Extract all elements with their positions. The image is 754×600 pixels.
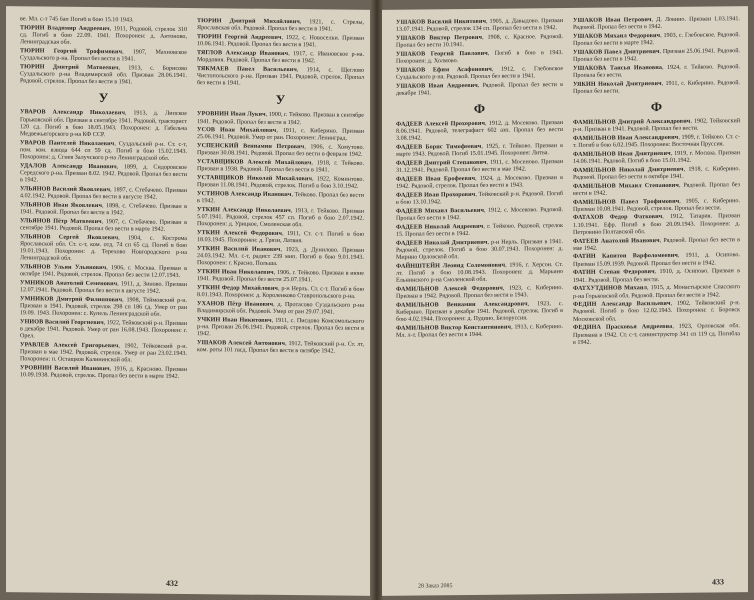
- memorial-entry: ФАТИН Степан Федорович, 1910, д. Осипово. Призван в 1941. Рядовой. Пропал без вести.: [573, 268, 740, 284]
- entry-name: УШАКОВ Иван Андреевич: [396, 82, 478, 90]
- memorial-entry: УШАКОВА Таисья Ивановна, 1924, г. Тейково. Рядовой. Пропала без вести.: [573, 63, 740, 79]
- entry-text: 1913, с. Киберино. Мл. л-т. Пропал без вести в 1944.: [396, 323, 563, 339]
- memorial-entry: ТЯГЛОВ Александр Иванович, 1917, с. Ивановское р-на. Мордовия. Рядовой. Пропал без вести в 1942.: [197, 49, 364, 65]
- entry-name: УВАРОВ Пантелей Николаевич: [20, 139, 115, 147]
- memorial-entry: ФАТХУТДИНОВ Михаил, 1915, д. Монастырское Спасского р-на Горьковской обл. Рядовой. Пропал без вести в 1942.: [573, 284, 740, 300]
- entry-text: 1911, Родовой, стрелок 310 сд. Погиб в бою 22.09. 1941. Похоронен: д. Антоново, Ленинградская обл.: [20, 25, 187, 46]
- entry-text: Рядовой. Пропал без вести в 1942.: [573, 181, 740, 197]
- entry-name: УЛЬЯНОВ Сергей Яковлевич: [20, 233, 119, 241]
- print-footer: 28 Заказ 2085: [418, 583, 453, 590]
- entry-text: 1912, с. Глебовское Суздальского р-на. Рядовой. Пропал без вести в 1941.: [396, 65, 563, 81]
- memorial-entry: УШАКОВ Павел Дмитриевич, Призван 25.06.1941. Рядовой. Пропал без вести в 1942.: [573, 47, 740, 63]
- entry-text: ве. Мл. с-т 745 бап Погиб в бою 15.10 1943.: [20, 16, 134, 24]
- entry-text: р-н Нерль. Призван в 1941. Рядовой, стрелок. Погиб в бою 30.07.1943. Похоронен: д. Мирино Орловской обл.: [396, 238, 563, 261]
- memorial-entry: УМНИКОВ Дмитрий Филиппович, 1908, Теймовский р-н. Призван в 1941. Рядовой, стрелок 298 сп 186 сд. Умер от ран 19.09. 1943. Похоронен: с. Купель Ленинградской обл.: [20, 295, 187, 318]
- entry-text: 1910, д. Осипово. Призван в 1941. Рядовой. Пропал без вести.: [573, 268, 740, 284]
- entry-name: ФАМИЛЬНОВ Вениамин Александрович: [396, 301, 528, 309]
- section-letter: У: [98, 90, 109, 106]
- entry-text: Погиб в бою в 1943. Похоронен: д. Холмово.: [396, 49, 563, 65]
- entry-name: ФАДЕЕВ Дмитрий Степанович: [396, 159, 487, 167]
- memorial-entry: ФАМИЛЬНОВ Виктор Константинович, 1913, с. Киберино. Мл. л-т. Пропал без вести в 1944.: [396, 323, 563, 339]
- memorial-entry: ФАМИЛЬНОВ Михаил Степанович, Рядовой. Пропал без вести в 1942.: [573, 181, 740, 197]
- section-letter: У: [275, 92, 286, 108]
- memorial-entry: УСТАВЩИКОВ Алексей Михайлович, 1918, г. Тейково. Призван в 1938. Рядовой. Пропал без вести в 1941.: [197, 159, 364, 174]
- entry-name: ТЮРИН Владимир Андреевич: [20, 24, 110, 32]
- memorial-entry: УРОВНИН Иван Лукич, 1900, г. Тейково. Призван в сентябре 1941. Рядовой. Пропал без вести в 1942.: [197, 111, 364, 126]
- memorial-entry: ТЮРИН Владимир Андреевич, 1911, Родовой, стрелок 310 сд. Погиб в бою 22.09. 1941. Похоронен: д. Антоново, Ленинградская обл.: [20, 24, 187, 46]
- memorial-entry: ФЕДИН Александр Васильевич, 1902, Тейковский р-н. Рядовой. Погиб в бою 12.02.1943. Похоронен: г. Боровск Московской обл.: [573, 300, 740, 323]
- entry-text: 1905, д. Давыдово. Призван 13.07.1941. Рядовой, стрелок 134 сп. Пропал без вести в 1942.: [396, 18, 563, 33]
- entry-name: ФАДЕЕВ Алексей Прохорович: [396, 120, 486, 128]
- memorial-entry: ФАМИЛЬНОВ Иван Александрович, 1909, г. Тейково. Ст. с-т. Погиб в бою 6.02.1945. Похоронен: Восточная Пруссия.: [573, 134, 740, 150]
- entry-name: УМНИКОВ Дмитрий Филиппович: [20, 295, 123, 304]
- memorial-entry: УСПЕНСКИЙ Вениамин Петрович, 1906, с. Хомутово. Призван 30.08.1941. Рядовой. Пропал без вести в феврале 1942.: [197, 143, 364, 159]
- memorial-entry: УСТИНОВ Александр Иванович, Тейково. Пропал без вести в 1942.: [197, 190, 364, 205]
- memorial-entry: УДАЛОВ Александр Иванович, 1899, д. Сидоровское Середского р-на. Призван 8.02. 1942. Рядовой. Пропал без вести в 1942.: [20, 162, 187, 184]
- memorial-entry: УСТАВЩИКОВ Николай Михайлович, 1922, Коминтово. Призван 11.08.1941. Рядовой, стрелок. Погиб в бою 3.10.1942.: [197, 175, 364, 190]
- memorial-entry: УШАКОВ Иван Петрович, Д. Ловино. Призван 1.03.1941. Рядовой. Пропал без вести в 1942.: [573, 16, 740, 32]
- memorial-entry: УЛЬЯНОВ Иван Яковлевич, 1898, с. Стебачево. Призван в 1941. Рядовой. Пропал без вести в 1942.: [20, 201, 187, 217]
- entry-text: Призван 25.06.1941. Рядовой. Пропал без вести в 1942.: [573, 47, 740, 63]
- entry-text: 1912, с. Мосеково. Рядовой. Пропал без вести в 1942.: [396, 206, 563, 222]
- entry-text: Рядовой. Пропал без вести в декабре 1941.: [396, 81, 563, 97]
- memorial-entry: ТЮРИН Георгий Андреевич, 1922, с. Новоселки. Призван 10.06.1941. Рядовой. Пропал без вести в 1941.: [197, 33, 364, 49]
- entry-name: УТКИН Алексей Федорович: [197, 229, 283, 237]
- entry-text: г. Тейково. Рядовой, стрелок 15. Пропал без вести в 1942.: [396, 222, 563, 238]
- memorial-entry: УШАКОВ Василий Никитович, 1905, д. Давыдово. Призван 13.07.1941. Рядовой, стрелок 134 сп. Пропал без вести в 1942.: [396, 18, 563, 33]
- entry-text: Рядовой. Пропал без вести в мае 1942.: [573, 236, 740, 252]
- entry-name: УСТАВЩИКОВ Алексей Михайлович: [197, 159, 312, 167]
- entry-name: ФАДЕЕВ Борис Тимофеевич: [396, 144, 482, 151]
- memorial-entry: ФАМИЛЬНОВ Алексей Федорович, 1923, с. Киберино. Призван в 1942. Рядовой. Пропал без вести в 1943.: [396, 284, 563, 300]
- entry-text: 1915, д. Монастырское Спасского р-на Горьковской обл. Рядовой. Пропал без вести в 1942.: [573, 284, 740, 300]
- memorial-entry: ФАДЕЕВ Дмитрий Степанович, 1911, с. Мосеново. Призван 31.12.1941. Рядовой. Пропал без вести в мае 1942.: [396, 159, 563, 175]
- entry-text: 1899, д. Сидоровское Середского р-на. Призван 8.02. 1942. Рядовой. Пропал без вести в 1942.: [20, 164, 187, 184]
- memorial-entry: ФАТИН Капитон Варфоломеевич, 1911, д. Осипово. Призван 15.09.1939. Рядовой. Пропал без вести в 1942.: [573, 252, 740, 268]
- memorial-entry: ФЕДИНА Прасковья Андреевна, 1923, Орловская обл. Призвана в 1942. Ст. с-т, санинструктор 341 сп 119 сд. Погибла в 1942.: [573, 323, 740, 346]
- entry-name: УШАКОВА Таисья Ивановна: [573, 64, 663, 72]
- memorial-entry: ФАДЕЕВ Михаил Васильевич, 1912, с. Мосеково. Рядовой. Пропал без вести в 1942.: [396, 206, 563, 222]
- entry-name: ФАДЕЕВ Иван Ерофеевич: [396, 175, 476, 183]
- entry-name: УТКИН Иван Николаевич: [197, 268, 274, 276]
- memorial-entry: УЛЬЯНОВ Василий Яковлевич, 1897, с. Стебачево. Призван 4.02.1942. Рядовой. Пропал без вести в августе 1942.: [20, 186, 187, 201]
- entry-text: 1922, с. Новоселки. Призван 10.06.1941. Рядовой. Пропал без вести в 1941.: [197, 34, 364, 49]
- entry-name: УШАКОВ Ефим Асафонович: [396, 66, 492, 74]
- entry-name: УТКИН Александр Николаевич: [197, 206, 291, 214]
- entry-name: ФАМИЛЬНОВ Иван Дмитриевич: [573, 150, 671, 158]
- memorial-entry: ФАМИЛЬНОВ Павел Трофимович, 1905, с. Киберино. Призван 10.08.1941. Рядовой, стрелок. Пропал без вести.: [573, 197, 740, 213]
- memorial-entry: ФАМИЛЬНОВ Вениамин Александрович, 1923, с. Киберино. Призван в декабре 1941. Рядовой, стрелок. Погиб в бою 4.02.1944. Похоронен: д. Пудино, Белоруссия.: [396, 300, 563, 323]
- entry-text: 1916, г. Херсон. Ст. лт. Погиб в бою 10.08.1943. Похоронен: д. Марьино Ельнинского р-на Смоленской обл.: [396, 261, 563, 284]
- memorial-entry: ФАДЕЕВ Николай Андреевич, г. Тейково. Рядовой, стрелок 15. Пропал без вести в 1942.: [396, 222, 563, 238]
- entry-name: ФАТЕЕВ Анатолий Иванович: [573, 237, 660, 245]
- entry-text: 1912, Тейковский р-н. Ст. лт, ком. роты 101 гвсд. Пропал без вести в октябре 1942.: [197, 340, 364, 355]
- entry-text: Тейковский р-н. Рядовой. Погиб в бою 13.10.1942.: [396, 190, 563, 206]
- entry-name: УСОВ Иван Михайлович: [197, 127, 277, 135]
- memorial-entry: ФАДЕЕВ Иван Прохорович, Тейковский р-н. Рядовой. Погиб в бою 13.10.1942.: [396, 190, 563, 206]
- memorial-entry: ФАТАХОВ Федор Фаткович, 1912, Татария. Призван 1.10.1941. Ефр. Погиб в бою 20.09.1943. Похоронен: д. Петровино Полтавской обл.: [573, 213, 740, 236]
- right-page: [382, 6, 748, 596]
- memorial-entry: УТКИН Александр Николаевич, 1913, г. Тейково. Призван 5.07.1941. Рядовой, стрелок 457 сп. Погиб в бою 2.07.1942. Похоронен: д. Урицкое, Смоленская обл.: [197, 206, 364, 229]
- memorial-entry: ФАДЕЕВ Николай Дмитриевич, р-н Нерль. Призван в 1941. Рядовой, стрелок. Погиб в бою 30.07.1943. Похоронен: д. Мирино Орловской обл.: [396, 238, 563, 261]
- memorial-entry: УЧКИН Иван Никитович, 1911, с. Писцово Комсомольского р-на. Призван 26.06.1941. Рядовой, стрелок. Пропал без вести в 1942.: [197, 316, 364, 338]
- memorial-entry: ФАДЕЕВ Борис Тимофеевич, 1925, г. Тейково. Призван в марте 1943. Рядовой. Погиб 15.01.1945. Похоронен: Литва.: [396, 143, 563, 159]
- entry-text: 1911, с. Мосеново. Призван 31.12.1941. Рядовой. Пропал без вести в мае 1942.: [396, 159, 563, 175]
- entry-text: 1911, с. Писцово Комсомольского р-на. Призван 26.06.1941. Рядовой, стрелок. Пропал без вести в 1942.: [197, 317, 364, 338]
- entry-text: 1906, г. Тейково. Призван в июне 1941. Рядовой. Пропал без вести 25.07.1941.: [197, 269, 364, 284]
- entry-name: ФАДЕЕВ Николай Дмитриевич: [396, 239, 488, 247]
- entry-text: 1907, Махновское Суздальского р-на. Пропал без вести в 1941.: [20, 49, 187, 63]
- memorial-entry: УСОВ Иван Михайлович, 1911, с. Киберино. Призван 25.06.1941. Рядовой. Умер от ран. Похоронен: Ленинград.: [197, 127, 364, 143]
- memorial-entry: [20, 16, 187, 25]
- entry-text: 1914, с. Щеглово Чистопольского р-на. Призван 1941. Рядовой, стрелок. Пропал без вести в 1941.: [197, 66, 364, 87]
- entry-name: УЛЬЯНОВ Ульян Ульянович: [20, 264, 107, 272]
- entry-name: УЯКИН Николай Дмитриевич: [573, 80, 662, 88]
- entry-text: 1903, с. Глебовское. Рядовой. Пропал без вести в марте 1942.: [573, 32, 740, 48]
- entry-name: ТЮРИН Георгий Трофимович: [20, 48, 123, 56]
- entry-text: 1902, Тейковский р-н. Рядовой. Погиб в бою 12.02.1943. Похоронен: г. Боровск Московской обл.: [573, 300, 740, 323]
- entry-text: 1898, с. Стебачево. Призван в 1941. Рядовой. Пропал без вести в 1942.: [20, 202, 187, 217]
- entry-text: 1923, д. Дунилово. Призван 24.03.1942. Мл. с-т, радист 239 мнп. Погиб в бою 9.01.1943. Похоронен: г. Красно, Польша.: [197, 246, 364, 268]
- entry-name: ТЯКМАЕВ Павел Васильевич: [197, 65, 297, 73]
- memorial-entry: УШАКОВ Ефим Асафонович, 1912, с. Глебовское Суздальского р-на. Рядовой. Пропал без вести в 1941.: [396, 65, 563, 81]
- entry-text: 1911, д. Осипово. Призван 15.09.1939. Рядовой. Пропал без вести в 1942.: [573, 252, 740, 268]
- entry-name: УШАКОВ Виктор Петрович: [396, 34, 483, 42]
- entry-name: УРОВНИН Василий Иванович: [20, 365, 110, 373]
- entry-name: УДАЛОВ Александр Иванович: [20, 162, 117, 170]
- entry-text: 1923, с. Киберино. Призван в 1942. Рядовой. Пропал без вести в 1943.: [396, 284, 563, 300]
- entry-name: ФАТИН Капитон Варфоломеевич: [573, 253, 678, 261]
- memorial-entry: УНИОВ Василий Георгиевич, 1922, Тейковский р-н. Призван в декабре 1941. Рядовой. Умер от ран 16.08.1943. Похоронен: г. Орел.: [20, 319, 187, 340]
- memorial-entry: УВАРОВ Пантелей Николаевич, Суздальский р-н. Ст. с-т, пом. ком. взвода 644 сп 59 сд. Погиб в бою 15.02.1943. Похоронен: д. Сгнев Залучского р-на Ленинградской обл.: [20, 139, 187, 162]
- memorial-entry: УРОВНИН Василий Иванович, 1916, д. Красново. Призван 10.09.1938. Рядовой, стрелок. Пропал без вести в марте 1942.: [20, 365, 187, 381]
- entry-name: ФАДЕЕВ Михаил Васильевич: [396, 207, 485, 215]
- memorial-entry: УЛЬЯНОВ Ульян Ульянович, 1906, г. Москва. Призван в октябре 1941. Рядовой, стрелок. Пропал без вести 12.07.1943.: [20, 264, 187, 280]
- entry-name: ФАТХУТДИНОВ Михаил: [573, 285, 647, 293]
- entry-name: ТЮРИН Дмитрий Матвеевич: [20, 63, 119, 71]
- entry-name: ФЕДИН Александр Васильевич: [573, 301, 671, 309]
- entry-text: 1917, с. Ивановское р-на. Мордовия. Рядовой. Пропал без вести в 1942.: [197, 50, 364, 65]
- right-col-2: [573, 16, 740, 572]
- left-page-number: 432: [166, 578, 178, 588]
- entry-text: Д. Ловино. Призван 1.03.1941. Рядовой. Пропал без вести в 1942.: [573, 16, 740, 32]
- entry-text: 1919, г. Москва. Призван 14.06.1941. Рядовой. Погиб в бою 15.01.1942.: [573, 150, 740, 165]
- entry-name: ФАДЕЕВ Иван Прохорович: [396, 191, 476, 199]
- entry-text: д. Протасово Суздальского р-на Владимирской обл. Рядовой. Умер от ран 29.07.1941.: [197, 301, 364, 316]
- entry-text: 1908, Теймовский р-н. Призван в 1941. Рядовой, стрелок 298 сп 186 сд. Умер от ран 19.09. 1943. Похоронен: с. Купель Ленинградской обл.: [20, 297, 187, 318]
- memorial-entry: УТКИН Иван Николаевич, 1906, г. Тейково. Призван в июне 1941. Рядовой. Пропал без вести 25.07.1941.: [197, 268, 364, 284]
- memorial-entry: УЯКИН Николай Дмитриевич, 1911, с. Киберино. Рядовой. Пропал без вести.: [573, 79, 740, 95]
- entry-name: ФАМИЛЬНОВ Михаил Степанович: [573, 182, 679, 190]
- entry-text: Суздальский р-н. Ст. с-т, пом. ком. взвода 644 сп 59 сд. Погиб в бою 15.02.1943. Похоронен: д. Сгнев Залучского р-на Ленинградской обл.: [20, 140, 187, 162]
- entry-text: 1924, г. Тейково. Рядовой. Пропала без вести.: [573, 63, 740, 79]
- memorial-entry: УВАРОВ Александр Николаевич, 1913, д. Липское Горьковской обл. Призван в сентябре 1941. Рядовой, тракторист 120 сд. Погиб в бою 18.05.1943. Похоронен: д. Габельча Медвежьегорского р-на КФ ССР.: [20, 109, 187, 139]
- entry-name: УШАКОВ Георгий Павлович: [396, 50, 488, 58]
- memorial-entry: ТЮРИН Георгий Трофимович, 1907, Махновское Суздальского р-на. Пропал без вести в 1941.: [20, 48, 187, 63]
- entry-name: УСТИНОВ Александр Иванович: [197, 190, 292, 198]
- memorial-entry: ФАДЕЕВ Иван Ерофеевич, 1924, д. Мосеково. Призван в 1942. Рядовой, стрелок. Пропал без вести в 1943.: [396, 174, 563, 190]
- entry-name: УСТАВЩИКОВ Николай Михайлович: [197, 175, 313, 183]
- entry-name: ТЮРИН Георгий Андреевич: [197, 33, 282, 41]
- entry-text: 1902, Тейковский р-н. Призван в 1941. Рядовой. Пропал без вести.: [573, 118, 740, 134]
- entry-text: 1907, с. Стебачево. Призван в сентябре 1941. Рядовой. Пропал без вести в марте 1942.: [20, 218, 187, 233]
- entry-text: 1906, г. Москва. Призван в октябре 1941. Рядовой, стрелок. Пропал без вести 12.07.1943.: [20, 265, 187, 280]
- memorial-entry: УШАКОВ Михаил Федорович, 1903, с. Глебовское. Рядовой. Пропал без вести в марте 1942.: [573, 32, 740, 48]
- entry-text: 1918, г. Тейково. Призван в 1938. Рядовой. Пропал без вести в 1941.: [197, 160, 364, 174]
- left-col-2: [197, 18, 364, 574]
- entry-name: ФАТАХОВ Федор Фаткович: [573, 214, 663, 222]
- entry-text: 1912, д. Мосеково. Призван 8.06.1941. Рядовой, телеграфист 602 азп. Пропал без вести 3.08.1942.: [396, 120, 563, 143]
- right-page-number: 433: [712, 577, 724, 587]
- entry-text: 1923, Орловская обл. Призвана в 1942. Ст. с-т, санинструктор 341 сп 119 сд. Погибла в 1942.: [573, 323, 740, 346]
- memorial-entry: ТЯКМАЕВ Павел Васильевич, 1914, с. Щеглово Чистопольского р-на. Призван 1941. Рядовой, стрелок. Пропал без вести в 1941.: [197, 65, 364, 87]
- entry-name: ТЮРИН Дмитрий Михайлович: [197, 18, 300, 26]
- left-page: [6, 6, 372, 596]
- memorial-entry: УТКИН Алексей Федорович, 1911, Ст. с-т. Погиб в бою 18.03.1945. Похоронен: д. Грязи, Латвия.: [197, 229, 364, 245]
- entry-text: 1909, г. Тейково. Ст. с-т. Погиб в бою 6.02.1945. Похоронен: Восточная Пруссия.: [573, 134, 740, 150]
- memorial-entry: УХАНОВ Пётр Иванович, д. Протасово Суздальского р-на Владимирской обл. Рядовой. Умер от ран 29.07.1941.: [197, 300, 364, 316]
- entry-text: 1922, Тейковский р-н. Призван в декабре 1941. Рядовой. Умер от ран 16.08.1943. Похоронен: г. Орел.: [20, 319, 187, 340]
- entry-text: 1904, с. Кострома Ярославской обл. Ст. с-т, ком. отд. 74 сп 65 сд. Погиб в бою 19.01.1943. Похоронен: д. Терехово Новгородского р-на Ленинградской обл.: [20, 234, 187, 262]
- entry-name: УЛЬЯНОВ Иван Яковлевич: [20, 201, 103, 209]
- memorial-entry: ТЮРИН Дмитрий Михайлович, 1921, с. Стрелы, Ярославская обл. Рядовой. Пропал без вести в 1941.: [197, 18, 364, 33]
- entry-text: 1923, с. Киберино. Призван в декабре 1941. Рядовой, стрелок. Погиб в бою 4.02.1944. Похоронен: д. Пудино, Белоруссия.: [396, 300, 563, 323]
- left-col-1: [20, 16, 187, 572]
- entry-text: 1913, с. Борисово Суздальского р-на Владимирской обл. Призван 28.06.1941. Рядовой, стрелок. Пропал без вести в 1941.: [20, 65, 187, 86]
- entry-name: УХАНОВ Пётр Иванович: [197, 300, 274, 308]
- memorial-entry: ФАМИЛЬНОВ Николай Дмитриевич, 1918, с. Киберино. Рядовой. Пропал без вести в октябре 1941.: [573, 165, 740, 181]
- entry-name: УСПЕНСКИЙ Вениамин Петрович: [197, 143, 305, 151]
- entry-name: УШАКОВ Иван Петрович: [573, 17, 652, 24]
- entry-name: УТКИН Василий Иванович: [197, 245, 281, 253]
- entry-name: УЛЬЯНОВ Василий Яковлевич: [20, 186, 111, 194]
- entry-name: ФАЙНШТЕЙН Леонид Соломонович: [396, 262, 506, 270]
- entry-name: ФАМИЛЬНОВ Виктор Константинович: [396, 324, 512, 332]
- memorial-entry: УЛЬЯНОВ Пётр Матвеевич, 1907, с. Стебачево. Призван в сентябре 1941. Рядовой. Пропал без вести в марте 1942.: [20, 217, 187, 233]
- entry-name: ФАДЕЕВ Николай Андреевич: [396, 223, 484, 231]
- memorial-entry: УШАКОВ Алексей Антонович, 1912, Тейковский р-н. Ст. лт, ком. роты 101 гвсд. Пропал без вести в октябре 1942.: [197, 339, 364, 355]
- entry-text: р-н Нерль. Ст. с-т. Погиб в бою 8.01.1943. Похоронен: д. Короленково Ставропольского р-на.: [197, 285, 364, 300]
- entry-name: УНИОВ Василий Георгиевич: [20, 319, 104, 326]
- entry-text: 1905, с. Киберино. Призван 10.08.1941. Рядовой, стрелок. Пропал без вести.: [573, 197, 740, 213]
- entry-name: УВАРОВ Александр Николаевич: [20, 109, 126, 117]
- entry-text: Тейково. Пропал без вести в 1942.: [197, 191, 364, 205]
- entry-text: 1902, Тейковский р-н. Призван в мае 1942. Рядовой, стрелок. Умер от ран 23.02.1943. Похоронен: п. Остащков Калининской обл.: [20, 343, 187, 364]
- entry-text: 1897, с. Стебачево. Призван 4.02.1942. Рядовой. Пропал без вести в августе 1942.: [20, 187, 187, 201]
- entry-name: ФАМИЛЬНОВ Павел Трофимович: [573, 198, 680, 206]
- entry-name: УШАКОВ Алексей Антонович: [197, 339, 286, 347]
- memorial-entry: УТКИН Василий Иванович, 1923, д. Дунилово. Призван 24.03.1942. Мл. с-т, радист 239 мнп. Погиб в бою 9.01.1943. Похоронен: г. Красно, Польша.: [197, 245, 364, 268]
- memorial-entry: УМНИКОВ Анатолий Семенович, 1911, д. Зиново. Призван 12.07.1941. Рядовой. Пропал без вести в августе 1942.: [20, 280, 187, 295]
- entry-text: 1906, с. Хомутово. Призван 30.08.1941. Рядовой. Пропал без вести в феврале 1942.: [197, 144, 364, 159]
- entry-name: УТКИН Федор Михайлович: [197, 284, 278, 292]
- entry-name: УШАКОВ Павел Дмитриевич: [573, 48, 660, 56]
- memorial-entry: ТЮРИН Дмитрий Матвеевич, 1913, с. Борисово Суздальского р-на Владимирской обл. Призван 28.06.1941. Рядовой, стрелок. Пропал без вести в 1941.: [20, 63, 187, 86]
- entry-name: УШАКОВ Михаил Федорович: [573, 32, 661, 40]
- entry-name: ФАМИЛЬНОВ Дмитрий Александрович: [573, 118, 691, 126]
- entry-text: 1911, с. Киберино. Рядовой. Пропал без вести.: [573, 79, 740, 95]
- entry-name: УРОВНИН Иван Лукич: [197, 111, 266, 119]
- entry-name: ФАМИЛЬНОВ Иван Александрович: [573, 134, 679, 142]
- entry-text: 1922, Коминтово. Призван 11.08.1941. Рядовой, стрелок. Погиб в бою 3.10.1942.: [197, 176, 364, 190]
- entry-text: 1913, г. Тейково. Призван 5.07.1941. Рядовой, стрелок 457 сп. Погиб в бою 2.07.1942. Похоронен: д. Урицкое, Смоленская обл.: [197, 207, 364, 229]
- memorial-entry: ФАМИЛЬНОВ Дмитрий Александрович, 1902, Тейковский р-н. Призван в 1941. Рядовой. Пропал без вести.: [573, 118, 740, 134]
- entry-text: 1916, д. Красново. Призван 10.09.1938. Рядовой, стрелок. Пропал без вести в марте 1942.: [20, 366, 187, 381]
- memorial-entry: УТКИН Федор Михайлович, р-н Нерль. Ст. с-т. Погиб в бою 8.01.1943. Похоронен: д. Короленково Ставропольского р-на.: [197, 284, 364, 300]
- entry-text: 1918, с. Киберино. Рядовой. Пропал без вести в октябре 1941.: [573, 165, 740, 181]
- memorial-entry: ФАДЕЕВ Алексей Прохорович, 1912, д. Мосеково. Призван 8.06.1941. Рядовой, телеграфист 602 азп. Пропал без вести 3.08.1942.: [396, 120, 563, 143]
- entry-name: ФАТИН Степан Федорович: [573, 269, 655, 277]
- entry-text: 1913, д. Липское Горьковской обл. Призван в сентябре 1941. Рядовой, тракторист 120 сд. Погиб в бою 18.05.1943. Похоронен: д. Габельча Медвежьегорского р-на КФ ССР.: [20, 110, 187, 139]
- memorial-entry: ФАТЕЕВ Анатолий Иванович, Рядовой. Пропал без вести в мае 1942.: [573, 236, 740, 252]
- memorial-entry: УЛЬЯНОВ Сергей Яковлевич, 1904, с. Кострома Ярославской обл. Ст. с-т, ком. отд. 74 сп 65 сд. Погиб в бою 19.01.1943. Похоронен: д. Терехово Новгородского р-на Ленинградской обл.: [20, 233, 187, 262]
- memorial-entry: УШАКОВ Виктор Петрович, 1908, с. Красное. Рядовой. Пропал без вести 10.1941.: [396, 33, 563, 49]
- entry-name: ФЕДИНА Прасковья Андреевна: [573, 324, 673, 332]
- entry-name: УШАКОВ Василий Никитович: [396, 18, 487, 26]
- section-letter: Ф: [650, 99, 663, 115]
- entry-name: ФАМИЛЬНОВ Алексей Федорович: [396, 285, 503, 293]
- entry-text: 1924, д. Мосеково. Призван в 1942. Рядовой, стрелок. Пропал без вести в 1943.: [396, 174, 563, 190]
- entry-text: 1921, с. Стрелы, Ярославская обл. Рядовой. Пропал без вести в 1941.: [197, 19, 364, 33]
- memorial-entry: ФАМИЛЬНОВ Иван Дмитриевич, 1919, г. Москва. Призван 14.06.1941. Рядовой. Погиб в бою 15.01.1942.: [573, 150, 740, 165]
- entry-text: 1900, г. Тейково. Призван в сентябре 1941. Рядовой. Пропал без вести в 1942.: [197, 112, 364, 126]
- memorial-entry: УШАКОВ Иван Андреевич, Рядовой. Пропал без вести в декабре 1941.: [396, 81, 563, 97]
- entry-name: ТЯГЛОВ Александр Иванович: [197, 49, 289, 57]
- entry-text: 1912, Татария. Призван 1.10.1941. Ефр. Погиб в бою 20.09.1943. Похоронен: д. Петровино Полтавской обл.: [573, 213, 740, 236]
- entry-text: 1908, с. Красное. Рядовой. Пропал без вести 10.1941.: [396, 33, 563, 49]
- entry-name: УРАВЛЕВ Алексей Григорьевич: [20, 342, 119, 350]
- memorial-entry: УШАКОВ Георгий Павлович, Погиб в бою в 1943. Похоронен: д. Холмово.: [396, 49, 563, 65]
- entry-text: 1925, г. Тейково. Призван в марте 1943. Рядовой. Погиб 15.01.1945. Похоронен: Литва.: [396, 143, 563, 159]
- entry-name: УЛЬЯНОВ Пётр Матвеевич: [20, 217, 102, 225]
- memorial-entry: УРАВЛЕВ Алексей Григорьевич, 1902, Тейковский р-н. Призван в мае 1942. Рядовой, стрелок. Умер от ран 23.02.1943. Похоронен: п. Остащков Калининской обл.: [20, 342, 187, 364]
- right-col-1: [396, 18, 563, 574]
- entry-text: 1911, д. Зиново. Призван 12.07.1941. Рядовой. Пропал без вести в августе 1942.: [20, 281, 187, 295]
- entry-text: 1911, с. Киберино. Призван 25.06.1941. Рядовой. Умер от ран. Похоронен: Ленинград.: [197, 128, 364, 143]
- entry-name: ФАМИЛЬНОВ Николай Дмитриевич: [573, 166, 684, 174]
- memorial-entry: ФАЙНШТЕЙН Леонид Соломонович, 1916, г. Херсон. Ст. лт. Погиб в бою 10.08.1943. Похоронен: д. Марьино Ельнинского р-на Смоленской обл.: [396, 261, 563, 284]
- section-letter: Ф: [473, 100, 486, 116]
- entry-name: УЧКИН Иван Никитович: [197, 316, 272, 324]
- entry-text: 1911, Ст. с-т. Погиб в бою 18.03.1945. Похоронен: д. Грязи, Латвия.: [197, 230, 364, 245]
- entry-name: УМНИКОВ Анатолий Семенович: [20, 280, 118, 288]
